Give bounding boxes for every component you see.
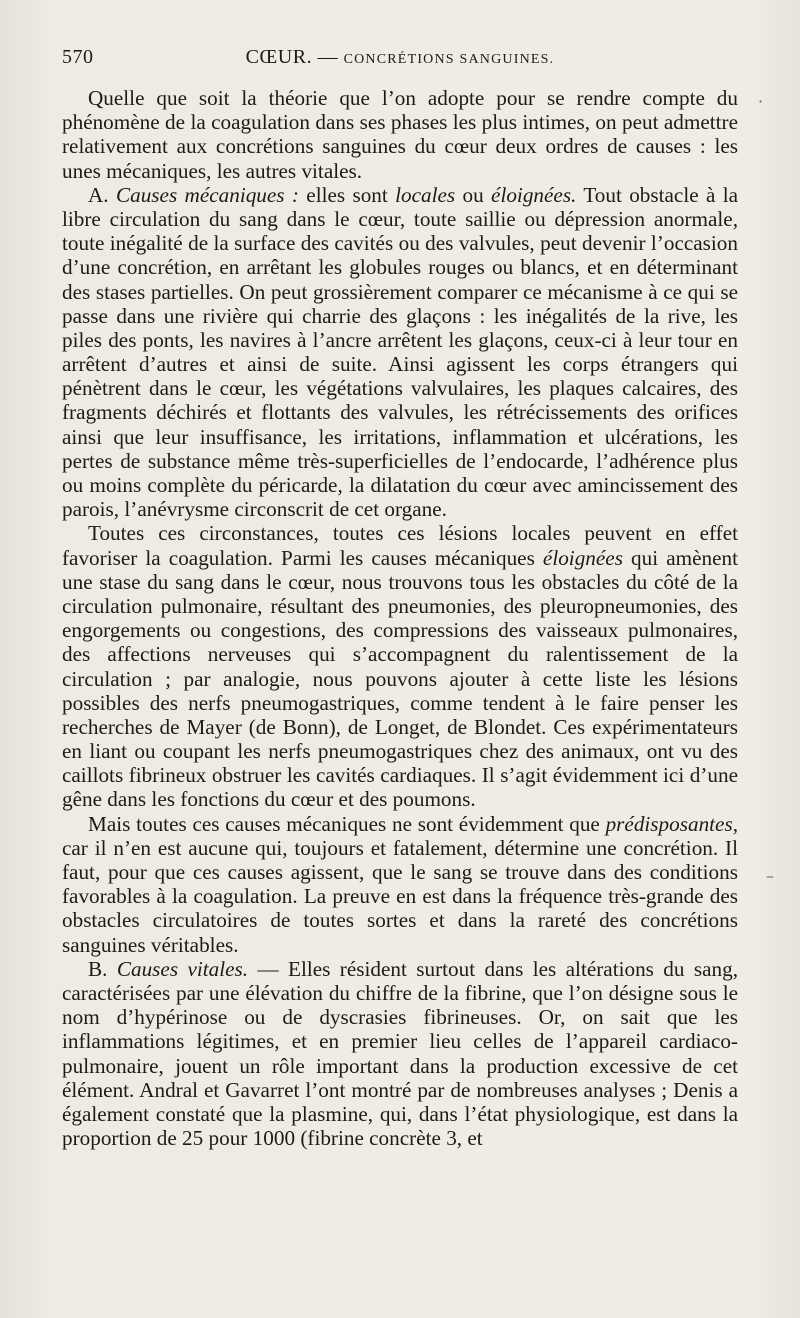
margin-mark: · <box>758 92 764 111</box>
body-text <box>62 86 738 1150</box>
paragraph-mechanical-causes: A. Causes mécaniques : elles sont locales ou éloignées. Tout obstacle à la libre circulation du sang dans le cœur, toute saillie ou dépression anormale, toute inégalité de la surface des cavités ou des valvules, peut devenir l’occasion d’une concrétion, en arrêtant les globules rouges ou blancs, et en déterminant des stases partielles. On peut grossièrement comparer ce mécanisme à ce qui se passe dans une rivière qui charrie des glaçons : les inégalités de la rive, les piles des ponts, les navires à l’ancre arrêtent les glaçons, ceux-ci à leur tour en arrêtent d’autres et ainsi de suite. Ainsi agissent les corps étrangers qui pénètrent dans le cœur, les végétations valvulaires, les plaques calcaires, des fragments déchirés et flottants des valvules, les rétrécissements des orifices ainsi que leur insuffisance, les irritations, inflammation et ulcérations, les pertes de substance même très-superficielles de l’endocarde, l’adhérence plus ou moins complète du péricarde, la dilatation du cœur avec amincissement des parois, l’anévrysme circonscrit de cet organe. <box>62 182 739 522</box>
paragraph-predisposing: Mais toutes ces causes mécaniques ne sont évidemment que prédisposantes, car il n’en est aucune qui, toujours et fatalement, détermine une concrétion. Il faut, pour que ces causes agissent, que le sang se trouve dans des conditions favorables à la coagulation. La preuve en est dans la fréquence très-grande des obstacles circulatoires de toutes sortes et dans la rareté des concrétions sanguines véritables. <box>62 811 738 957</box>
page-number: 570 <box>62 46 94 68</box>
paragraph-vital-causes: B. Causes vitales. — Elles résident surtout dans les altérations du sang, caractérisées par une élévation du chiffre de la fibrine, que l’on désigne sous le nom d’hypérinose ou de dyscrasies fibrineuses. Or, on sait que les inflammations légitimes, et en premier lieu celles de l’appareil cardiaco-pulmonaire, jouent un rôle important dans la production excessive de cet élément. Andral et Gavarret l’ont montré par de nombreuses analyses ; Denis a également constaté que la plasmine, qui, dans l’état physiologique, est dans la proportion de 25 pour 1000 (fibrine concrète 3, et <box>62 956 739 1151</box>
margin-mark: – <box>766 866 774 885</box>
paragraph-label: B. <box>88 956 108 981</box>
emphasis-eloignees-2: éloignées <box>542 545 623 570</box>
paragraph-intro: Quelle que soit la théorie que l’on adopte pour se rendre compte du phénomène de la coagulation dans ses phases les plus intimes, on peut admettre relativement aux concrétions sanguines du cœur deux ordres de causes : les unes mécaniques, les autres vitales. <box>62 86 738 183</box>
running-title <box>62 46 738 69</box>
emphasis-locales: locales <box>395 182 456 207</box>
paragraph-circumstances: Toutes ces circonstances, toutes ces lésions locales peuvent en effet favoriser la coagulation. Parmi les causes mécaniques éloignées qui amènent une stase du sang dans le cœur, nous trouvons tous les obstacles du côté de la circulation pulmonaire, résultant des pneumonies, des pleuropneumonies, des engorgements ou congestions, des compressions des vaisseaux pulmonaires, des affections nerveuses qui s’accompagnent du ralentissement de la circulation ; par analogie, nous pouvons ajouter à cette liste les lésions possibles des nerfs pneumogastriques, comme tendent à le faire penser les recherches de Mayer (de Bonn), de Longet, de Blondet. Ces expérimentateurs en liant ou coupant les nerfs pneumogastriques chez des animaux, ont vu des caillots fibrineux obstruer les cavités cardiaques. Il s’agit évidemment ici d’une gêne dans les fonctions du cœur et des poumons. <box>62 521 738 812</box>
section-subtitle: CONCRÉTIONS SANGUINES. <box>343 52 555 67</box>
section-title: CŒUR. <box>245 46 313 68</box>
title-separator: — <box>317 46 339 68</box>
emphasis-eloignees: éloignées. <box>491 182 577 207</box>
subheading-vital-causes: Causes vitales. <box>116 956 249 981</box>
running-header <box>62 46 738 76</box>
paragraph-label: A. <box>88 182 109 207</box>
subheading-mechanical-causes: Causes mécaniques : <box>115 182 299 207</box>
emphasis-predisposantes: prédisposantes <box>605 811 733 836</box>
